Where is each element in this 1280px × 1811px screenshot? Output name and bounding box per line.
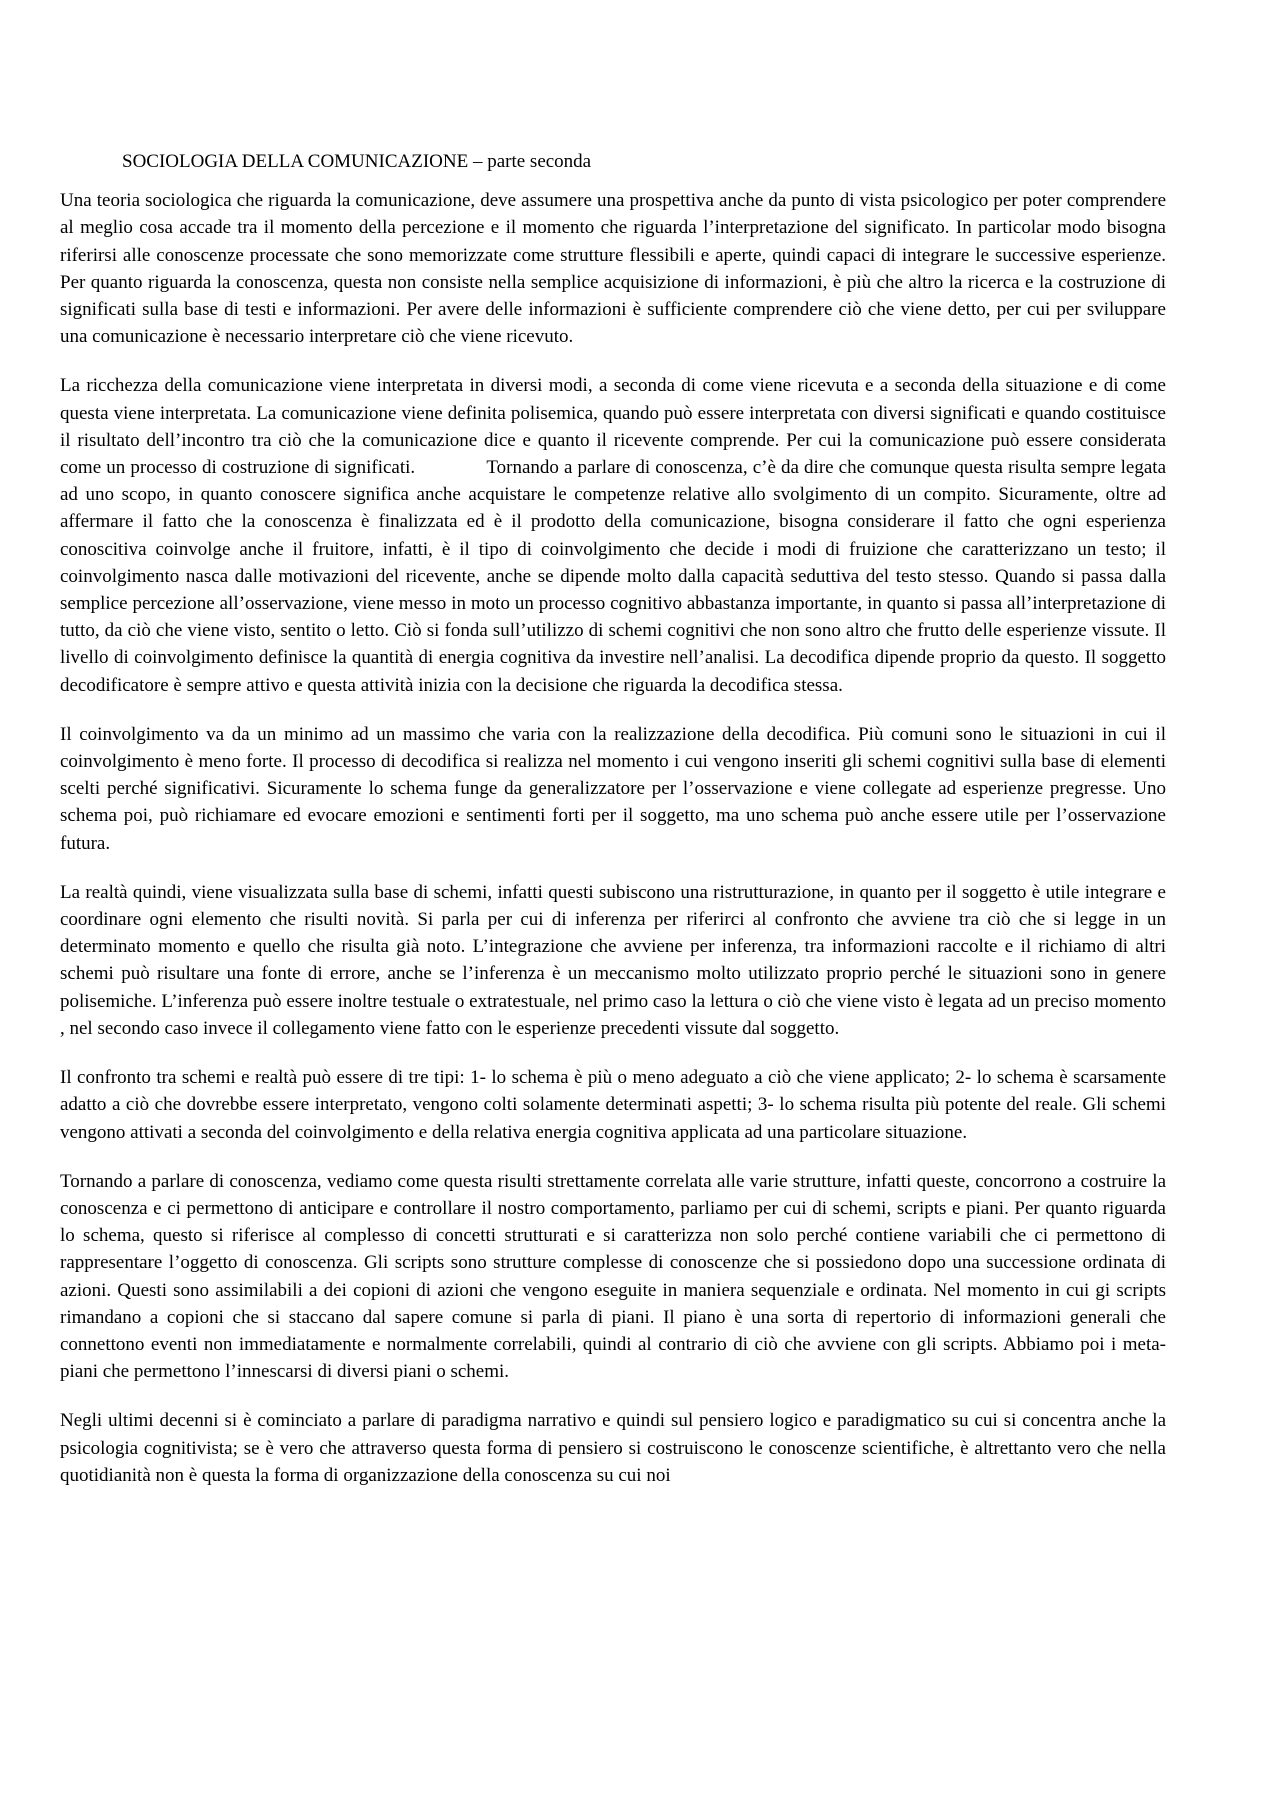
paragraph-7: Negli ultimi decenni si è cominciato a parlare di paradigma narrativo e quindi sul pensiero logico e paradigmatico su cui si concentra anche la psicologia cognitivista; se è vero che attraverso questa forma di pensiero si costruiscono le conoscenze scientifiche, è altrettanto vero che nella quotidianità non è questa la forma di organizzazione della conoscenza su cui noi [60,1410,1166,1486]
paragraph-3: Il coinvolgimento va da un minimo ad un massimo che varia con la realizzazione della decodifica. Più comuni sono le situazioni in cui il coinvolgimento è meno forte. Il processo di decodifica si realizza nel momento i cui vengono inseriti gli schemi cognitivi sulla base di elementi scelti perché significativi. Sicuramente lo schema funge da generalizzatore per l’osservazione e viene collegate ad esperienze pregresse. Uno schema poi, può richiamare ed evocare emozioni e sentimenti forti per il soggetto, ma uno schema può anche essere utile per l’osservazione futura. [60,723,1166,854]
paragraph-1: Una teoria sociologica che riguarda la comunicazione, deve assumere una prospettiva anche da punto di vista psicologico per poter comprendere al meglio cosa accade tra il momento della percezione e il momento che riguarda l’interpretazione del significato. In particolar modo bisogna riferirsi alle conoscenze processate che sono memorizzate come strutture flessibili e aperte, quindi capaci di integrare le successive esperienze. Per quanto riguarda la conoscenza, questa non consiste nella semplice acquisizione di informazioni, è più che altro la ricerca e la costruzione di significati sulla base di testi e informazioni. Per avere delle informazioni è sufficiente comprendere ciò che viene detto, per cui per sviluppare una comunicazione è necessario interpretare ciò che viene ricevuto. [60,190,1166,348]
document-title: SOCIOLOGIA DELLA COMUNICAZIONE – parte seconda [122,151,592,172]
paragraph-6: Tornando a parlare di conoscenza, vediamo come questa risulti strettamente correlata alle varie strutture, infatti queste, concorrono a costruire la conoscenza e ci permettono di anticipare e controllare il nostro comportamento, parliamo per cui di schemi, scripts e piani. Per quanto riguarda lo schema, questo si riferisce al complesso di concetti strutturati e si caratterizza non solo perché contiene variabili che ci permettono di rappresentare l’oggetto di conoscenza. Gli scripts sono strutture complesse di conoscenze che si possiedono dopo una successione ordinata di azioni. Questi sono assimilabili a dei copioni di azioni che vengono eseguite in maniera sequenziale e ordinata. Nel momento in cui gi scripts rimandano a copioni che si staccano dal sapere comune si parla di piani. Il piano è una sorta di repertorio di informazioni generali che connettono eventi non immediatamente e normalmente correlabili, quindi al contrario di ciò che avviene con gli scripts. Abbiamo poi i meta-piani che permettono l’innescarsi di diversi piani o schemi. [60,1170,1166,1383]
paragraph-5: Il confronto tra schemi e realtà può essere di tre tipi: 1- lo schema è più o meno adeguato a ciò che viene applicato; 2- lo schema è scarsamente adatto a ciò che dovrebbe essere interpretato, vengono colti solamente determinati aspetti; 3- lo schema risulta più potente del reale. Gli schemi vengono attivati a seconda del coinvolgimento e della relativa energia cognitiva applicata ad una particolare situazione. [60,1067,1166,1143]
document-body [60,148,1171,1489]
paragraph-4: La realtà quindi, viene visualizzata sulla base di schemi, infatti questi subiscono una ristrutturazione, in quanto per il soggetto è utile integrare e coordinare ogni elemento che risulti novità. Si parla per cui di inferenza per riferirci al confronto che avviene tra ciò che si legge in un determinato momento e quello che risulta già noto. L’integrazione che avviene per inferenza, tra informazioni raccolte e il richiamo di altri schemi può risultare una fonte di errore, anche se l’inferenza è un meccanismo molto utilizzato proprio perché le situazioni sono in genere polisemiche. L’inferenza può essere inoltre testuale o extratestuale, nel primo caso la lettura o ciò che viene visto è legata ad un preciso momento , nel secondo caso invece il collegamento viene fatto con le esperienze precedenti vissute dal soggetto. [60,881,1166,1039]
paragraph-2: La ricchezza della comunicazione viene interpretata in diversi modi, a seconda di come viene ricevuta e a seconda della situazione e di come questa viene interpretata. La comunicazione viene definita polisemica, quando può essere interpretata con diversi significati e quando costituisce il risultato dell’incontro tra ciò che la comunicazione dice e quanto il ricevente comprende. Per cui la comunicazione può essere considerata come un processo di costruzione di significati. Tornando a parlare di conoscenza, c’è da dire che comunque questa risulta sempre legata ad uno scopo, in quanto conoscere significa anche acquistare le competenze relative allo svolgimento di un compito. Sicuramente, oltre ad affermare il fatto che la conoscenza è finalizzata ed è il prodotto della comunicazione, bisogna considerare il fatto che ogni esperienza conoscitiva coinvolge anche il fruitore, infatti, è il tipo di coinvolgimento che decide i modi di fruizione che caratterizzano un testo; il coinvolgimento nasca dalle motivazioni del ricevente, anche se dipende molto dalla capacità seduttiva del testo stesso. Quando si passa dalla semplice percezione all’osservazione, viene messo in moto un processo cognitivo abbastanza importante, in quanto si passa all’interpretazione di tutto, da ciò che viene visto, sentito o letto. Ciò si fonda sull’utilizzo di schemi cognitivi che non sono altro che frutto delle esperienze vissute. Il livello di coinvolgimento definisce la quantità di energia cognitiva da investire nell’analisi. La decodifica dipende proprio da questo. Il soggetto decodificatore è sempre attivo e questa attività inizia con la decisione che riguarda la decodifica stessa. [60,375,1171,696]
